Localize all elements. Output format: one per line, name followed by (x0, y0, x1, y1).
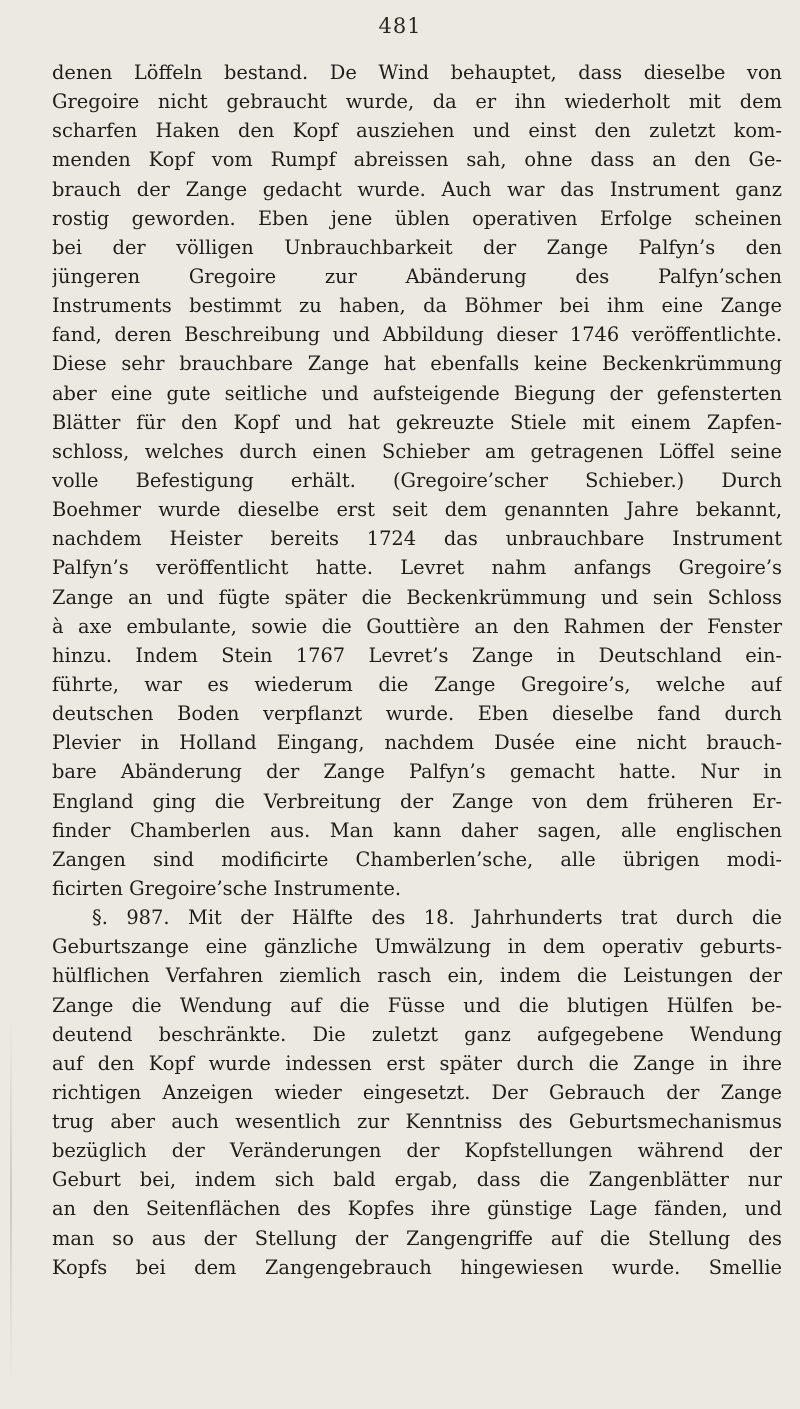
text-line: Instruments bestimmt zu haben, da Böhmer bei ihm eine Zange (52, 294, 782, 318)
text-line: Kopfs bei dem Zangengebrauch hingewiesen wurde. Smellie (52, 1255, 782, 1279)
text-line: deutschen Boden verpflanzt wurde. Eben dieselbe fand durch (52, 702, 782, 726)
text-line: Boehmer wurde dieselbe erst seit dem genannten Jahre bekannt, (52, 498, 782, 522)
text-line: trug aber auch wesentlich zur Kenntniss des Geburtsmechanismus (52, 1110, 782, 1134)
text-line: nachdem Heister bereits 1724 das unbrauchbare Instrument (52, 527, 782, 551)
text-line: Zange an und fügte später die Beckenkrümmung und sein Schloss (52, 585, 782, 609)
text-line: hinzu. Indem Stein 1767 Levret’s Zange in Deutschland ein- (52, 643, 782, 667)
text-line: man so aus der Stellung der Zangengriffe auf die Stellung des (52, 1226, 782, 1250)
text-line: denen Löffeln bestand. De Wind behauptet, dass dieselbe von (52, 61, 782, 84)
text-line: Plevier in Holland Eingang, nachdem Dusée eine nicht brauch- (52, 731, 782, 755)
text-line: Geburtszange eine gänzliche Umwälzung in dem operativ geburts- (52, 935, 782, 959)
text-line: England ging die Verbreitung der Zange von dem früheren Er- (52, 789, 782, 813)
text-line: jüngeren Gregoire zur Abänderung des Palfyn’schen (52, 264, 782, 288)
text-line: an den Seitenflächen des Kopfes ihre günstige Lage fänden, und (52, 1197, 782, 1221)
text-line: Zange die Wendung auf die Füsse und die blutigen Hülfen be- (52, 993, 782, 1017)
body-text (52, 58, 782, 1282)
text-line: hülflichen Verfahren ziemlich rasch ein, indem die Leistungen der (52, 964, 782, 988)
text-line: brauch der Zange gedacht wurde. Auch war das Instrument ganz (52, 177, 782, 201)
text-line: deutend beschränkte. Die zuletzt ganz aufgegebene Wendung (52, 1022, 782, 1046)
text-line: bei der völligen Unbrauchbarkeit der Zange Palfyn’s den (52, 235, 782, 259)
page-number: 481 (378, 14, 422, 38)
text-line: richtigen Anzeigen wieder eingesetzt. Der Gebrauch der Zange (52, 1080, 782, 1104)
binding-shadow (10, 1020, 12, 1380)
text-line: Gregoire nicht gebraucht wurde, da er ihn wiederholt mit dem (52, 90, 782, 114)
text-line: ficirten Gregoire’sche Instrumente. (52, 876, 401, 900)
text-line: bare Abänderung der Zange Palfyn’s gemacht hatte. Nur in (52, 760, 782, 784)
text-line: führte, war es wiederum die Zange Gregoire’s, welche auf (52, 672, 782, 696)
text-line: auf den Kopf wurde indessen erst später durch die Zange in ihre (52, 1051, 782, 1075)
text-line: scharfen Haken den Kopf ausziehen und einst den zuletzt kom- (52, 119, 782, 143)
text-line: à axe embulante, sowie die Gouttière an den Rahmen der Fenster (52, 614, 782, 638)
text-line: schloss, welches durch einen Schieber am getragenen Löffel seine (52, 439, 782, 463)
text-line: Geburt bei, indem sich bald ergab, dass die Zangenblätter nur (52, 1168, 782, 1192)
text-line: menden Kopf vom Rumpf abreissen sah, ohne dass an den Ge- (52, 148, 782, 172)
text-line: volle Befestigung erhält. (Gregoire’scher Schieber.) Durch (52, 468, 782, 492)
text-line: aber eine gute seitliche und aufsteigende Biegung der gefensterten (52, 381, 782, 405)
text-line: Diese sehr brauchbare Zange hat ebenfalls keine Beckenkrümmung (52, 352, 782, 376)
text-line: Zangen sind modificirte Chamberlen’sche, alle übrigen modi- (52, 847, 782, 871)
text-line: §. 987. Mit der Hälfte des 18. Jahrhunderts trat durch die (92, 906, 782, 930)
text-line: finder Chamberlen aus. Man kann daher sagen, alle englischen (52, 818, 782, 842)
text-line: bezüglich der Veränderungen der Kopfstellungen während der (52, 1139, 782, 1163)
text-line: Palfyn’s veröffentlicht hatte. Levret nahm anfangs Gregoire’s (52, 556, 782, 580)
text-line: rostig geworden. Eben jene üblen operativen Erfolge scheinen (52, 206, 782, 230)
text-line: Blätter für den Kopf und hat gekreuzte Stiele mit einem Zapfen- (52, 410, 782, 434)
text-line: fand, deren Beschreibung und Abbildung dieser 1746 veröffentlichte. (52, 323, 782, 347)
